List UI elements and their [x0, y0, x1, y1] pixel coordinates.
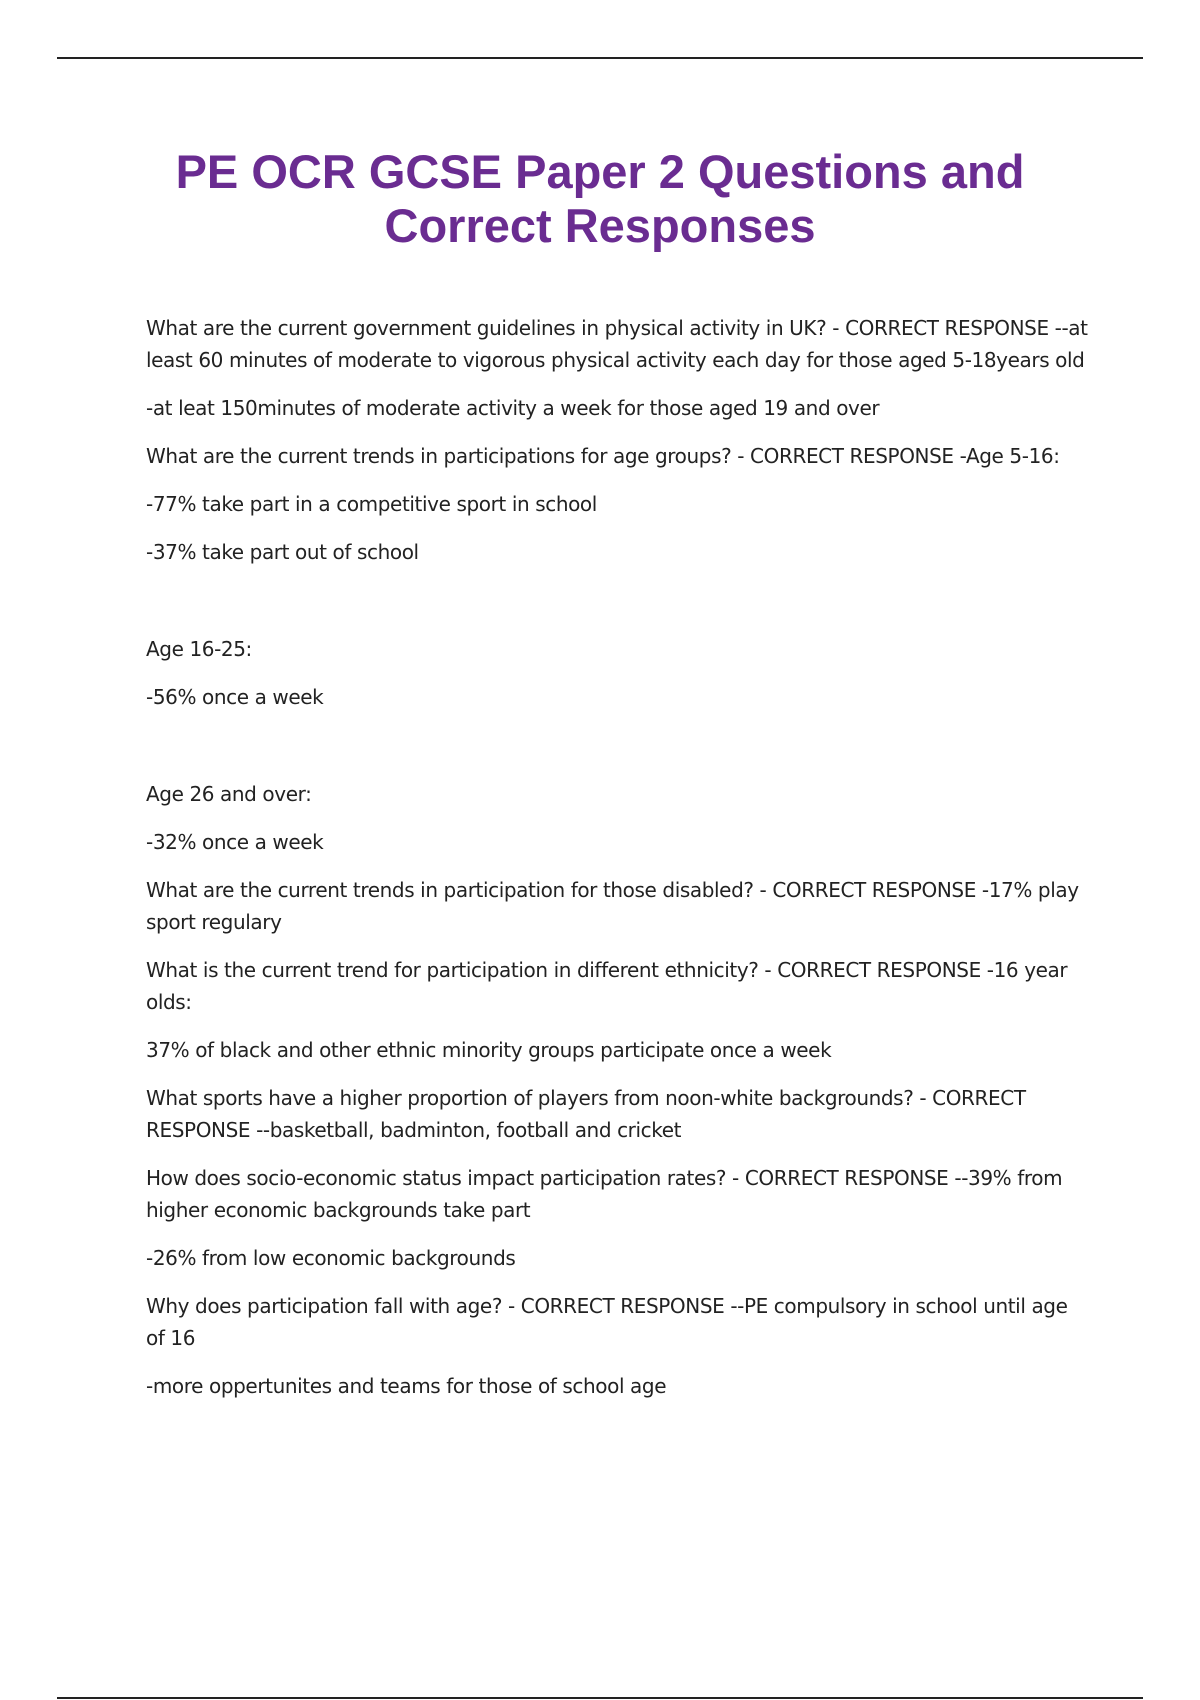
paragraph-ethnicity-question: What is the current trend for participation in different ethnicity? - CORRECT RESPONSE -16 year olds:	[146, 958, 1068, 1014]
top-rule	[57, 57, 1143, 59]
paragraph-disabled-question: What are the current trends in participation for those disabled? - CORRECT RESPONSE -17% play sport regulary	[146, 878, 1079, 934]
document-body	[146, 312, 1090, 1418]
paragraph-age-26-value: -32% once a week	[146, 830, 324, 854]
spacer	[146, 584, 1090, 633]
spacer	[146, 729, 1090, 778]
paragraph-age-fall-opportunities: -more oppertunites and teams for those of school age	[146, 1374, 667, 1398]
paragraph-sports-question: What sports have a higher proportion of players from noon-white backgrounds? - CORRECT RESPONSE --basketball, badminton, football and cricket	[146, 1086, 1026, 1142]
paragraph-age-5-16-out-of-school: -37% take part out of school	[146, 540, 419, 564]
paragraph-age-16-25-value: -56% once a week	[146, 685, 324, 709]
paragraph-age-16-25-heading: Age 16-25:	[146, 637, 252, 661]
paragraph-age-fall-question: Why does participation fall with age? - CORRECT RESPONSE --PE compulsory in school until age of 16	[146, 1294, 1068, 1350]
title-line-1: PE OCR GCSE Paper 2 Questions and	[175, 145, 1025, 198]
paragraph-age-5-16-school: -77% take part in a competitive sport in school	[146, 492, 597, 516]
paragraph-ethnicity-value: 37% of black and other ethnic minority groups participate once a week	[146, 1038, 832, 1062]
paragraph-socioeconomic-low: -26% from low economic backgrounds	[146, 1246, 516, 1270]
bottom-rule	[57, 1697, 1143, 1699]
document-title	[100, 145, 1100, 253]
paragraph-guidelines-adults: -at leat 150minutes of moderate activity a week for those aged 19 and over	[146, 396, 880, 420]
title-line-2: Correct Responses	[384, 199, 816, 252]
paragraph-age-26-heading: Age 26 and over:	[146, 782, 312, 806]
paragraph-guidelines-question: What are the current government guidelines in physical activity in UK? - CORRECT RESPONSE --at least 60 minutes of moderate to vigorous physical activity each day for those aged 5-18years old	[146, 316, 1088, 372]
paragraph-socioeconomic-question: How does socio-economic status impact participation rates? - CORRECT RESPONSE --39% from higher economic backgrounds take part	[146, 1166, 1063, 1222]
paragraph-age-trends-question: What are the current trends in participations for age groups? - CORRECT RESPONSE -Age 5-16:	[146, 444, 1060, 468]
